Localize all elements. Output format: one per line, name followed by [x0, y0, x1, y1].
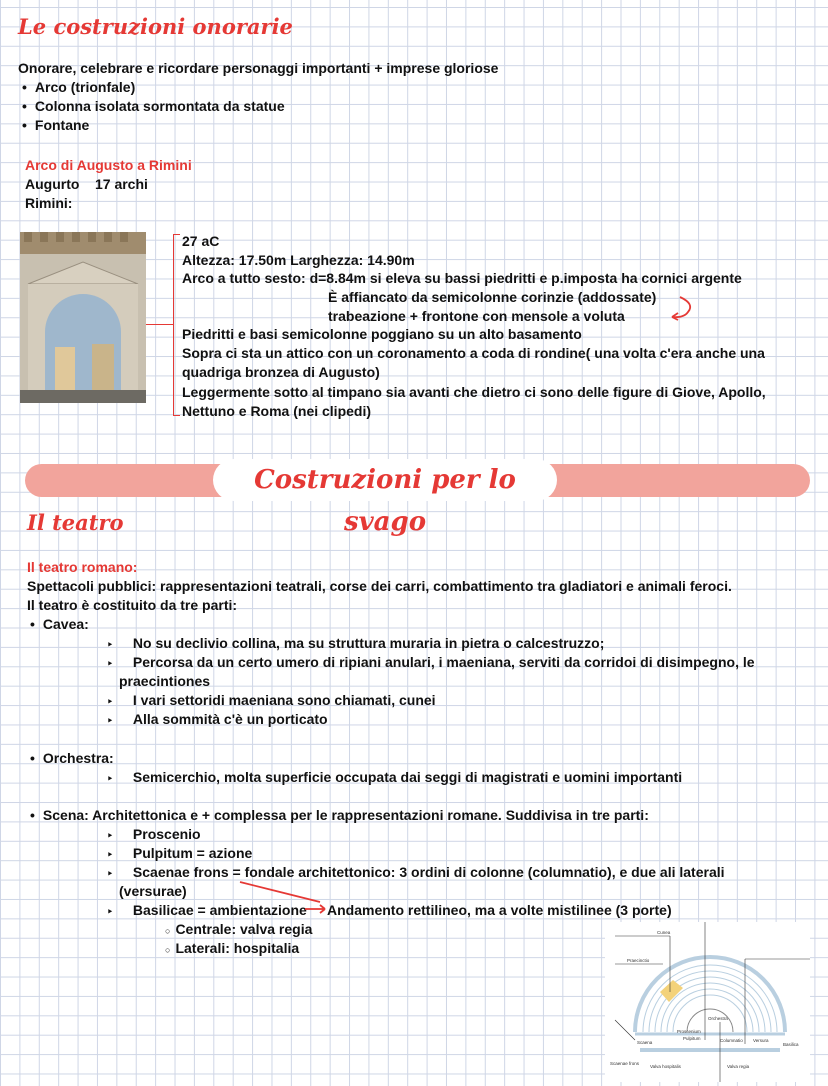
- scena-item-cont: (versurae): [119, 883, 187, 899]
- scena-subitem: ○ Laterali: hospitalia: [165, 939, 299, 959]
- diagram-label: Scaenae frons: [610, 1061, 640, 1066]
- diagram-label: Scaena: [637, 1040, 653, 1045]
- arco-detail: Piedritti e basi semicolonne poggiano su un alto basamento: [182, 326, 582, 342]
- connector-line: [146, 324, 173, 325]
- cavea-item: ‣ I vari settoridi maeniana sono chiamati, cunei: [119, 691, 436, 712]
- diagram-label: Valva regia: [727, 1064, 750, 1069]
- scena-item: ‣ Pulpitum = azione: [119, 844, 252, 865]
- diagram-label: Cunea: [657, 930, 671, 935]
- scena-item: ‣ Basilicae = ambientazione: [119, 901, 307, 922]
- arco-detail: Sopra ci sta un attico con un coronamento a coda di rondine( una volta c'era anche una: [182, 345, 765, 361]
- arco-detail: 27 aC: [182, 233, 220, 249]
- scena-item-note: Andamento rettilineo, ma a volte mistilinee (3 porte): [327, 902, 672, 918]
- arco-line: Augurto 17 archi: [25, 176, 148, 192]
- arco-detail: quadriga bronzea di Augusto): [182, 364, 380, 380]
- diagram-label: Proscenium: [677, 1029, 701, 1034]
- teatro-title: Il teatro: [27, 510, 124, 535]
- cavea-item-cont: praecintiones: [119, 673, 211, 689]
- teatro-intro: Spettacoli pubblici: rappresentazioni teatrali, corse dei carri, combattimento tra gladiatori e animali feroci.: [27, 578, 732, 594]
- diagram-label: Versura: [753, 1038, 769, 1043]
- banner-title: Costruzioni per lo svago: [213, 459, 557, 501]
- diagram-label: Basilica: [783, 1042, 799, 1047]
- cavea-item: ‣ No su declivio collina, ma su struttura muraria in pietra o calcestruzzo;: [119, 634, 604, 655]
- orchestra-label: • Orchestra:: [30, 749, 114, 767]
- diagram-label: Praecinctio: [627, 958, 650, 963]
- diagram-label: Pulpitum: [683, 1036, 701, 1041]
- diagram-label: Valva hospitalis: [650, 1064, 681, 1069]
- section-title: Le costruzioni onorarie: [18, 14, 293, 39]
- arco-detail: Nettuno e Roma (nei clipedi): [182, 403, 372, 419]
- roman-theatre-diagram: [605, 922, 810, 1082]
- bracket-line: [173, 234, 180, 416]
- scena-item: ‣ Scaenae frons = fondale architettonico: 3 ordini di colonne (columnatio), e due ali laterali: [119, 863, 725, 884]
- scena-label: • Scena: Architettonica e + complessa per le rappresentazioni romane. Suddivisa in tre parti:: [30, 806, 649, 824]
- list-item: • Arco (trionfale): [22, 78, 135, 96]
- list-item: • Fontane: [22, 116, 89, 134]
- arch-of-augustus-photo: [20, 232, 146, 403]
- red-arrow-icon: [230, 880, 330, 916]
- arco-line: Rimini:: [25, 195, 73, 211]
- list-item: • Colonna isolata sormontata da statue: [22, 97, 285, 115]
- scena-item: ‣ Proscenio: [119, 825, 201, 846]
- orchestra-item: ‣ Semicerchio, molta superficie occupata dai seggi di magistrati e uomini importanti: [119, 768, 682, 789]
- arco-detail: trabeazione + frontone con mensole a voluta: [328, 308, 625, 324]
- arco-detail: Leggermente sotto al timpano sia avanti che dietro ci sono delle figure di Giove, Apollo,: [182, 384, 766, 400]
- arco-detail: È affiancato da semicolonne corinzie (addossate): [328, 289, 657, 305]
- teatro-intro: Il teatro è costituito da tre parti:: [27, 597, 238, 613]
- red-arrow-icon: [640, 292, 700, 326]
- arco-detail: Altezza: 17.50m Larghezza: 14.90m: [182, 252, 415, 268]
- teatro-subheading: Il teatro romano:: [27, 559, 138, 575]
- scena-subitem: ○ Centrale: valva regia: [165, 920, 312, 940]
- diagram-label: Orchestra: [708, 1016, 728, 1021]
- cavea-label: • Cavea:: [30, 615, 89, 633]
- intro-text: Onorare, celebrare e ricordare personaggi importanti + imprese gloriose: [18, 60, 499, 76]
- cavea-item: ‣ Alla sommità c'è un porticato: [119, 710, 328, 731]
- arco-heading: Arco di Augusto a Rimini: [25, 157, 192, 173]
- diagram-label: Columnatio: [720, 1038, 743, 1043]
- cavea-item: ‣ Percorsa da un certo umero di ripiani anulari, i maeniana, serviti da corridoi di disimpegno, le: [119, 653, 755, 674]
- arco-detail: Arco a tutto sesto: d=8.84m si eleva su bassi piedritti e p.imposta ha cornici argente: [182, 270, 742, 286]
